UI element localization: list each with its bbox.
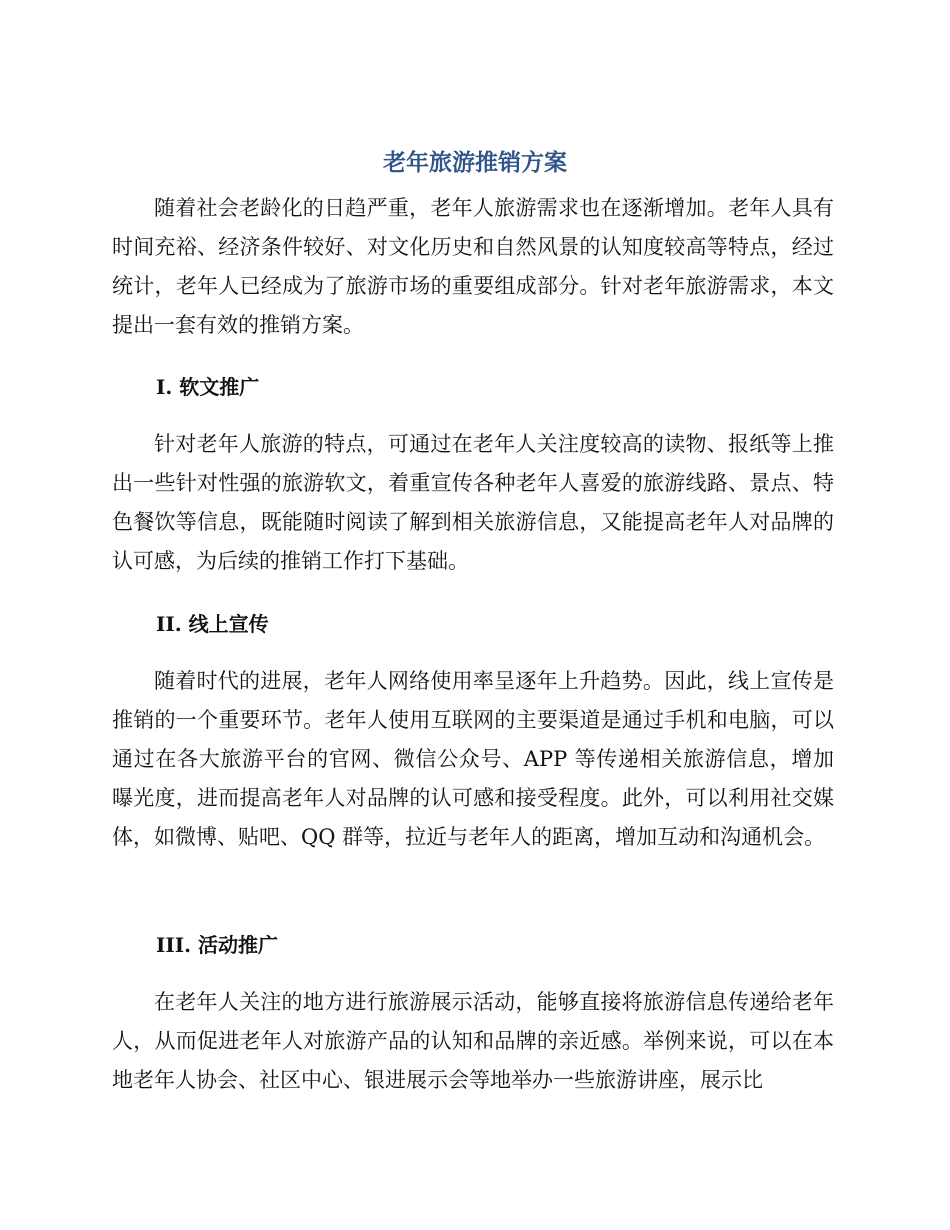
section-body-event-promotion: 在老年人关注的地方进行旅游展示活动，能够直接将旅游信息传递给老年人，从而促进老年人对旅游产品的认知和品牌的亲近感。举例来说，可以在本地老年人协会、社区中心、银进展示会等地举办一些旅游讲座，展示比 (112, 990, 834, 1092)
document-title: 老年旅游推销方案 (383, 150, 567, 176)
section-heading-soft-article: I. 软文推广 (156, 375, 260, 399)
section-heading-event-promotion: III. 活动推广 (156, 933, 278, 957)
section-body-online-promotion: 随着时代的进展，老年人网络使用率呈逐年上升趋势。因此，线上宣传是推销的一个重要环节。老年人使用互联网的主要渠道是通过手机和电脑，可以通过在各大旅游平台的官网、微信公众号、APP 等传递相关旅游信息，增加曝光度，进而提高老年人对品牌的认可感和接受程度。此外，可以利用社交媒体，如微博、贴吧、QQ 群等，拉近与老年人的距离，增加互动和沟通机会。 (112, 669, 834, 849)
intro-paragraph: 随着社会老龄化的日趋严重，老年人旅游需求也在逐渐增加。老年人具有时间充裕、经济条件较好、对文化历史和自然风景的认知度较高等特点，经过统计，老年人已经成为了旅游市场的重要组成部分。针对老年旅游需求，本文提出一套有效的推销方案。 (112, 196, 834, 337)
section-heading-online-promotion: II. 线上宣传 (156, 612, 269, 636)
section-body-soft-article: 针对老年人旅游的特点，可通过在老年人关注度较高的读物、报纸等上推出一些针对性强的旅游软文，着重宣传各种老年人喜爱的旅游线路、景点、特色餐饮等信息，既能随时阅读了解到相关旅游信息，又能提高老年人对品牌的认可感，为后续的推销工作打下基础。 (112, 432, 834, 573)
